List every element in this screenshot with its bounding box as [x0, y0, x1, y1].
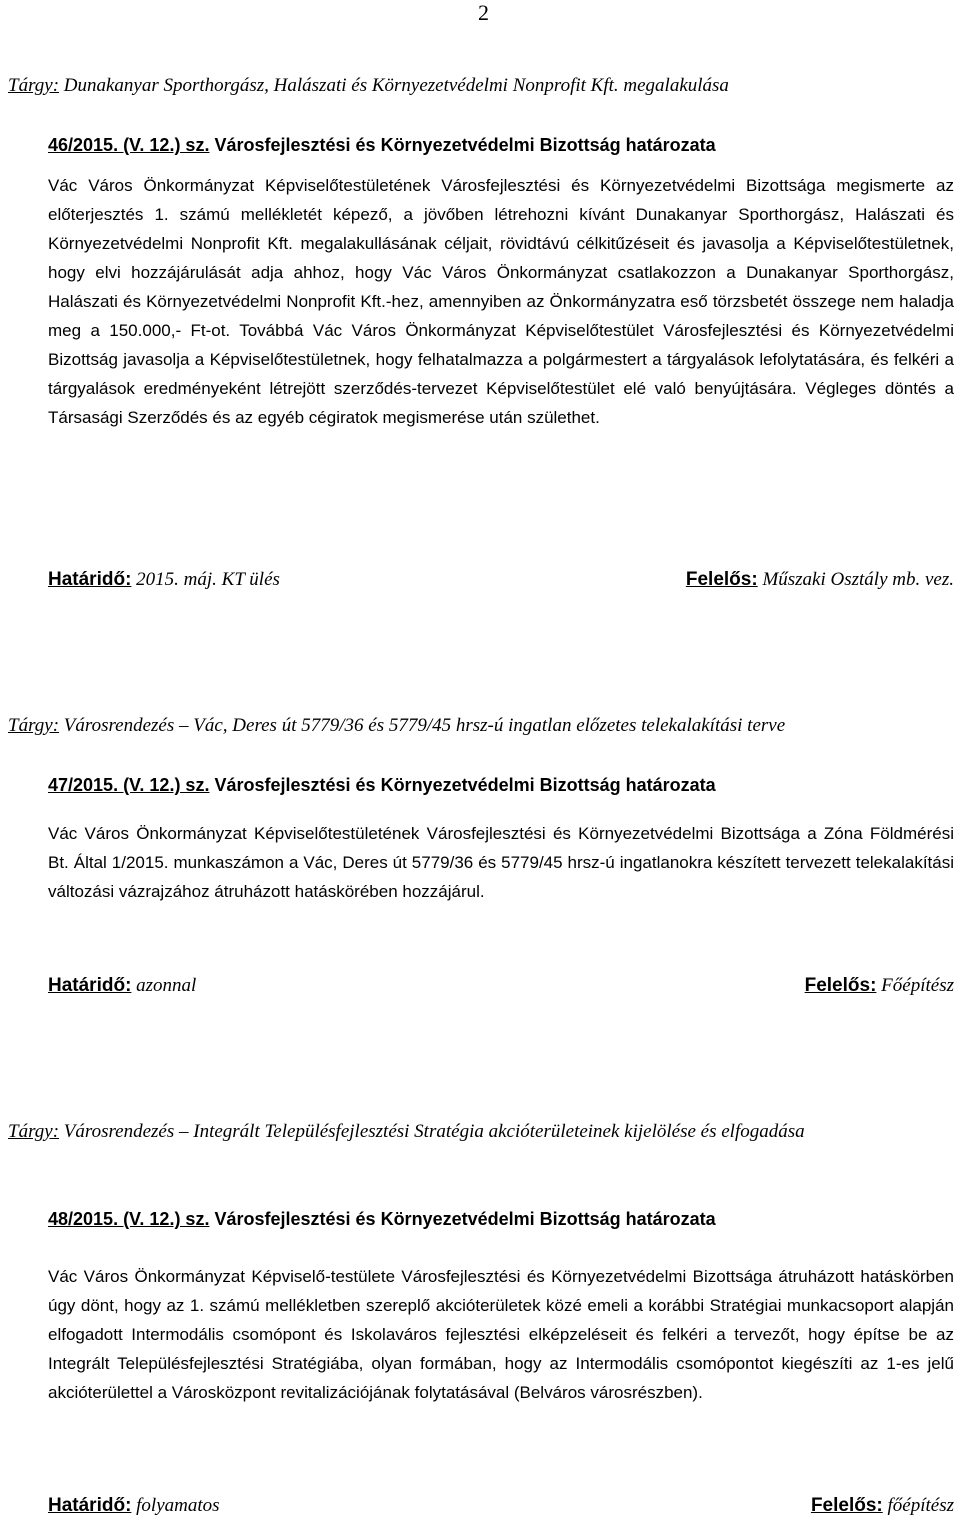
- deadline-value: azonnal: [136, 975, 197, 996]
- deadline-row: [8, 568, 954, 592]
- resolution-text: Vác Város Önkormányzat Képviselő-testülete Városfejlesztési és Környezetvédelmi Bizottsága átruházott hatáskörben úgy dönt, hogy az 1. számú mellékletben szereplő akcióterületek közé emeli a korábbi Stratégiai munkacsoport alapján elfogadott Intermodális csomópont és Iskolaváros fejlesztési elképzeléseit és felkéri a tervezőt, hogy építse be az Integrált Településfejlesztési Stratégiába, olyan formában, hogy az Intermodális csomópontot kiegészíti az 1-es jelű akcióterülettel a Városközpont revitalizációjának folytatásával (Belváros városrészben).: [48, 1267, 954, 1402]
- resolution-heading: [8, 1207, 954, 1231]
- resolution-number: 47/2015. (V. 12.) sz.: [48, 775, 210, 795]
- deadline-row: [8, 974, 954, 998]
- resolution-title: Városfejlesztési és Környezetvédelmi Bizottság határozata: [214, 135, 716, 155]
- resolution-body: [8, 1262, 954, 1407]
- deadline-label: Határidő:: [48, 975, 132, 996]
- subject-text: Dunakanyar Sporthorgász, Halászati és Környezetvédelmi Nonprofit Kft. megalakulása: [63, 75, 729, 96]
- resolution-heading: [8, 773, 954, 797]
- resolution-text: Vác Város Önkormányzat Képviselőtestületének Városfejlesztési és Környezetvédelmi Bizottsága megismerte az előterjesztés 1. számú mellékletét képező, a jövőben létrehozni kívánt Dunakanyar Sporthorgász, Halászati és Környezetvédelmi Nonprofit Kft. megalakullásának céljait, rövidtávú célkitűzéseit és javasolja a Képviselőtestületnek, hogy elvi hozzájárulását adja ahhoz, hogy Vác Város Önkormányzat csatlakozzon a Dunakanyar Sporthorgász, Halászati és Környezetvédelmi Nonprofit Kft.-hez, amennyiben az Önkormányzatra eső törzsbetét összege nem haladja meg a 150.000,- Ft-ot. Továbbá Vác Város Önkormányzat Képviselőtestület Városfejlesztési és Környezetvédelmi Bizottság javasolja a Képviselőtestületnek, hogy felhatalmazza a polgármestert a tárgyalások lefolytatására, és felkéri a tárgyalások eredményeként létrejött szerződés-tervezet Képviselőtestület elé való benyújtására. Végleges döntés a Társasági Szerződés és az egyéb cégiratok megismerése után születhet.: [48, 176, 954, 427]
- responsible-label: Felelős:: [685, 569, 758, 590]
- responsible-value: Műszaki Osztály mb. vez.: [762, 569, 954, 590]
- resolution-heading: [8, 133, 954, 157]
- resolution-number: 48/2015. (V. 12.) sz.: [48, 1209, 210, 1229]
- resolution-body: [8, 819, 954, 906]
- responsible-label: Felelős:: [804, 975, 877, 996]
- deadline-value: folyamatos: [136, 1495, 220, 1516]
- resolution-text: Vác Város Önkormányzat Képviselőtestületének Városfejlesztési és Környezetvédelmi Bizottsága a Zóna Földmérési Bt. Által 1/2015. munkaszámon a Vác, Deres út 5779/36 és 5779/45 hrsz-ú ingatlanokra készített tervezett telekalakítási változási vázrajzához átruházott hatáskörében hozzájárul.: [48, 824, 954, 901]
- responsible-value: főépítész: [887, 1495, 954, 1516]
- deadline-row: [8, 1494, 954, 1518]
- responsible-label: Felelős:: [810, 1495, 883, 1516]
- deadline-label: Határidő:: [48, 569, 132, 590]
- resolution-number: 46/2015. (V. 12.) sz.: [48, 135, 210, 155]
- subject-line: [8, 1120, 954, 1144]
- resolution-title: Városfejlesztési és Környezetvédelmi Bizottság határozata: [214, 775, 716, 795]
- subject-text: Városrendezés – Integrált Településfejlesztési Stratégia akcióterületeinek kijelölése és elfogadása: [63, 1121, 805, 1142]
- subject-text: Városrendezés – Vác, Deres út 5779/36 és 5779/45 hrsz-ú ingatlan előzetes telekalakítási terve: [63, 715, 786, 736]
- subject-label: Tárgy:: [8, 1121, 60, 1142]
- page-number: 2: [478, 0, 489, 25]
- responsible-value: Főépítész: [881, 975, 954, 996]
- deadline-value: 2015. máj. KT ülés: [136, 569, 280, 590]
- resolution-body: [8, 171, 954, 432]
- subject-label: Tárgy:: [8, 75, 60, 96]
- subject-line: [8, 714, 954, 738]
- deadline-label: Határidő:: [48, 1495, 132, 1516]
- resolution-title: Városfejlesztési és Környezetvédelmi Bizottság határozata: [214, 1209, 716, 1229]
- subject-line: [8, 74, 954, 98]
- subject-label: Tárgy:: [8, 715, 60, 736]
